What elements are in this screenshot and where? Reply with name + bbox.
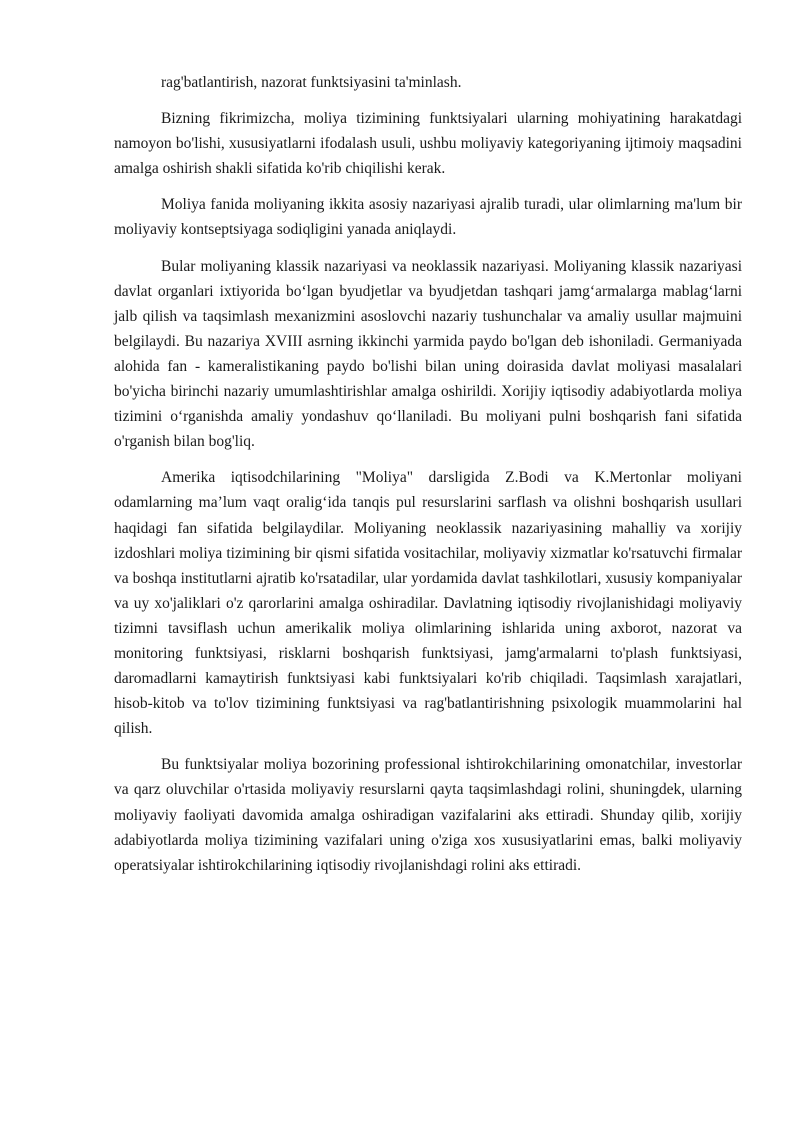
- paragraph-market-participants: Bu funktsiyalar moliya bozorining professional ishtirokchilarining omonatchilar, investorlar va qarz oluvchilar o'rtasida moliyaviy resurslarni qayta taqsimlashdagi rolini, shuningdek, ularning moliyaviy faoliyati davomida amalga oshiradigan vazifalarini aks ettiradi. Shunday qilib, xorijiy adabiyotlarda moliya tizimining vazifalari uning o'ziga xos xususiyatlarini emas, balki moliyaviy operatsiyalar ishtirokchilarining iqtisodiy rivojlanishdagi rolini aks ettiradi.: [114, 756, 742, 874]
- paragraph-two-theories: Moliya fanida moliyaning ikkita asosiy nazariyasi ajralib turadi, ular olimlarning ma'lum bir moliyaviy kontseptsiyaga sodiqligini yanada aniqlaydi.: [114, 196, 742, 239]
- paragraph-finance-functions: Bizning fikrimizcha, moliya tizimining funktsiyalari ularning mohiyatining harakatdagi namoyon bo'lishi, xususiyatlarni ifodalash usuli, ushbu moliyaviy kategoriyaning ijtimoiy maqsadini amalga oshirish shakli sifatida ko'rib chiqilishi kerak.: [114, 110, 742, 178]
- paragraph-american-economists: Amerika iqtisodchilarining "Moliya" darsligida Z.Bodi va K.Mertonlar moliyani odamlarning ma’lum vaqt oralig‘ida tanqis pul resurslarini sarflash va olishni boshqarish usullari haqidagi fan sifatida belgilaydilar. Moliyaning neoklassik nazariyasining mahalliy va xorijiy izdoshlari moliya tizimining bir qismi sifatida vositachilar, moliyaviy xizmatlar ko'rsatuvchi firmalar va boshqa institutlarni ajratib ko'rsatadilar, ular yordamida davlat tashkilotlari, xususiy kompaniyalar va uy xo'jaliklari o'z qarorlarini amalga oshiradilar. Davlatning iqtisodiy rivojlanishidagi moliyaviy tizimni tavsiflash uchun amerikalik moliya olimlarining ishlarida uning axborot, nazorat va monitoring funktsiyasi, risklarni boshqarish funktsiyasi, jamg'armalarni to'plash funktsiyasi, daromadlarni kamaytirish funktsiyasi kabi funktsiyalari ko'rib chiqiladi. Taqsimlash xarajatlari, hisob-kitob va to'lov tizimining funktsiyasi va rag'batlantirishning psixologik muammolarini hal qilish.: [114, 469, 742, 738]
- document-page: [114, 70, 742, 889]
- paragraph-classic-theory: Bular moliyaning klassik nazariyasi va neoklassik nazariyasi. Moliyaning klassik nazariyasi davlat organlari ixtiyorida bo‘lgan byudjetlar va byudjetdan tashqari jamg‘armalarga mablag‘larni jalb qilish va taqsimlash mexanizmini asoslovchi nazariy tushunchalar va amaliy usullar majmuini belgilaydi. Bu nazariya XVIII asrning ikkinchi yarmida paydo bo'lgan deb ishoniladi. Germaniyada alohida fan - kameralistikaning paydo bo'lishi bilan uning doirasida davlat moliyasi masalalari bo'yicha birinchi nazariy umumlashtirishlar amalga oshirildi. Xorijiy iqtisodiy adabiyotlarda moliya tizimini o‘rganishda amaliy yondashuv qo‘llaniladi. Bu moliyani pulni boshqarish fani sifatida o'rganish bilan bog'liq.: [114, 257, 742, 451]
- paragraph-continuation: rag'batlantirish, nazorat funktsiyasini ta'minlash.: [161, 74, 462, 91]
